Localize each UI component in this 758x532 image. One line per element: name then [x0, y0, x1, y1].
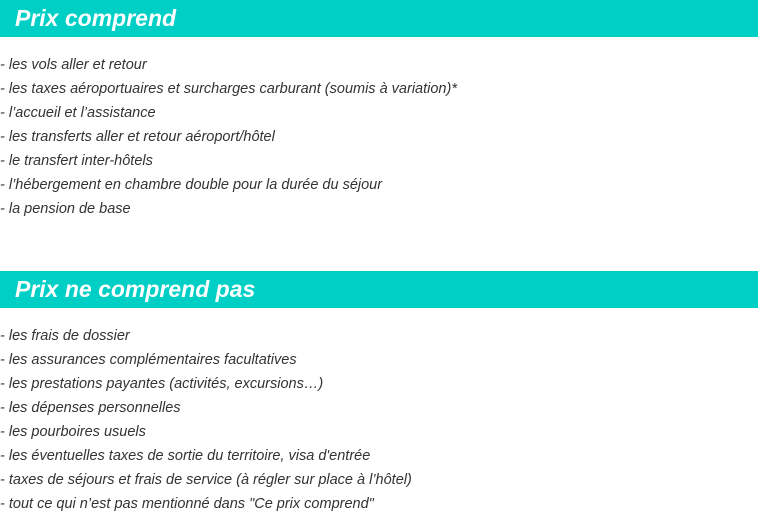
list-item: - les assurances complémentaires facultatives: [0, 352, 297, 368]
price-excludes-title: Prix ne comprend pas: [15, 276, 256, 302]
list-item: - le transfert inter-hôtels: [0, 153, 153, 169]
price-includes-header: [0, 0, 758, 37]
list-item: - les éventuelles taxes de sortie du territoire, visa d'entrée: [0, 448, 371, 464]
price-includes-list: [0, 53, 457, 221]
list-item: - taxes de séjours et frais de service (à régler sur place à l’hôtel): [0, 472, 412, 488]
list-item: - les prestations payantes (activités, excursions…): [0, 376, 324, 392]
list-item: - les transferts aller et retour aéroport/hôtel: [0, 129, 275, 145]
list-item: - les taxes aéroportuaires et surcharges carburant (soumis à variation)*: [0, 81, 457, 97]
list-item: - l’hébergement en chambre double pour la durée du séjour: [0, 177, 383, 193]
list-item: - la pension de base: [0, 201, 131, 217]
list-item: - l’accueil et l’assistance: [0, 105, 156, 121]
list-item: - les vols aller et retour: [0, 57, 147, 73]
price-excludes-header: [0, 271, 758, 308]
list-item: - les dépenses personnelles: [0, 400, 181, 416]
price-includes-title: Prix comprend: [15, 5, 177, 31]
list-item: - les frais de dossier: [0, 328, 130, 344]
list-item: - tout ce qui n’est pas mentionné dans "Ce prix comprend": [0, 496, 374, 512]
price-excludes-list: [0, 324, 412, 516]
list-item: - les pourboires usuels: [0, 424, 146, 440]
